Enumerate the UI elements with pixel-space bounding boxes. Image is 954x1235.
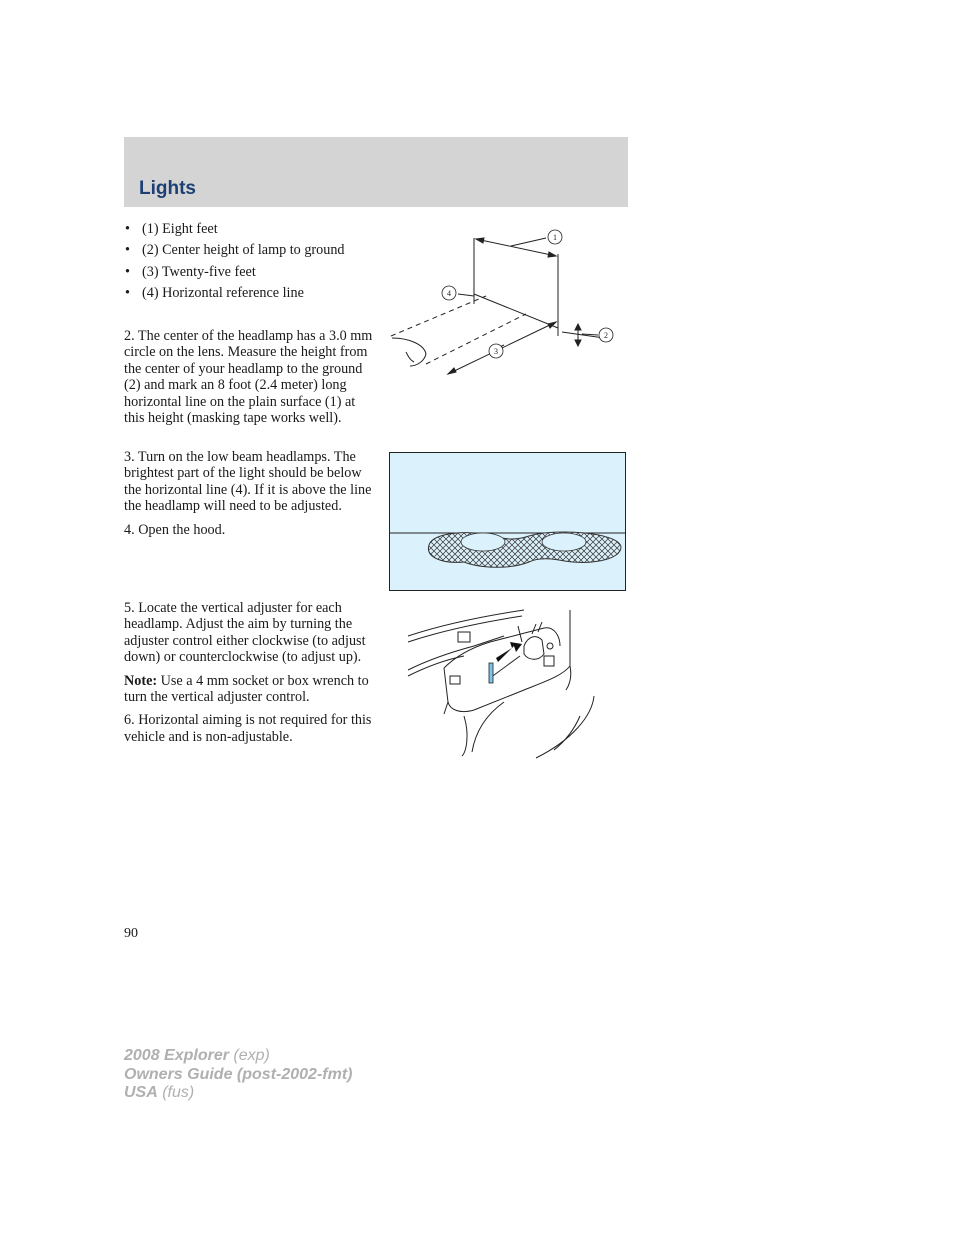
page-number: 90 — [124, 926, 138, 941]
step-2-line: (2) and mark an 8 foot (2.4 meter) long — [124, 377, 347, 394]
document-footer — [124, 1047, 352, 1103]
callout-2: 2 — [604, 331, 608, 340]
callout-3: 3 — [494, 347, 498, 356]
step-2-line: 2. The center of the headlamp has a 3.0 mm — [124, 328, 373, 344]
callout-4: 4 — [447, 289, 451, 298]
footer-line-3 — [124, 1084, 352, 1103]
step-5-paragraph: 5. Locate the vertical adjuster for each headlamp. Adjust the aim by turning the adjuster control either clockwise (to adjust down) or counterclockwise (to adjust up). — [124, 600, 366, 666]
note-label: Note: — [124, 672, 158, 689]
footer-region-code: (fus) — [157, 1084, 195, 1101]
headlamp-aiming-diagram — [386, 226, 618, 384]
step-6-paragraph: 6. Horizontal aiming is not required for this vehicle and is non-adjustable. — [124, 712, 372, 745]
steps-3-4 — [124, 449, 379, 545]
steps-5-6 — [124, 600, 379, 752]
footer-guide: Owners Guide (post-2002-fmt) — [124, 1065, 353, 1083]
note-text: Use a 4 mm socket or box wrench to turn the vertical adjuster control. — [124, 672, 369, 706]
step-2-line: horizontal line on the plain surface (1) at — [124, 393, 356, 410]
step-2-line: this height (masking tape works well). — [124, 410, 342, 427]
footer-region: USA — [124, 1084, 158, 1101]
list-item: • (1) Eight feet — [124, 221, 364, 237]
step-2-line: the center of your headlamp to the ground — [124, 360, 363, 377]
list-item: • (2) Center height of lamp to ground — [124, 242, 364, 258]
list-item: • (4) Horizontal reference line — [124, 285, 364, 301]
footer-model-code: (exp) — [228, 1047, 270, 1064]
footer-model: 2008 Explorer — [124, 1047, 229, 1064]
step-2-line: circle on the lens. Measure the height from — [124, 344, 368, 361]
step-4-paragraph: 4. Open the hood. — [124, 521, 226, 538]
low-beam-pattern-figure — [389, 452, 626, 591]
section-title: Lights — [139, 178, 196, 199]
list-item: • (3) Twenty-five feet — [124, 264, 364, 280]
footer-line-2 — [124, 1066, 352, 1085]
callout-1: 1 — [553, 233, 557, 242]
legend-list — [124, 221, 364, 307]
footer-line-1 — [124, 1047, 352, 1066]
section-header-band — [124, 137, 628, 207]
vertical-adjuster-figure — [404, 606, 600, 762]
note-paragraph — [124, 673, 379, 706]
step-3-paragraph: 3. Turn on the low beam headlamps. The brightest part of the light should be below the horizontal line (4). If it is above the line the headlamp will need to be adjusted. — [124, 449, 372, 515]
